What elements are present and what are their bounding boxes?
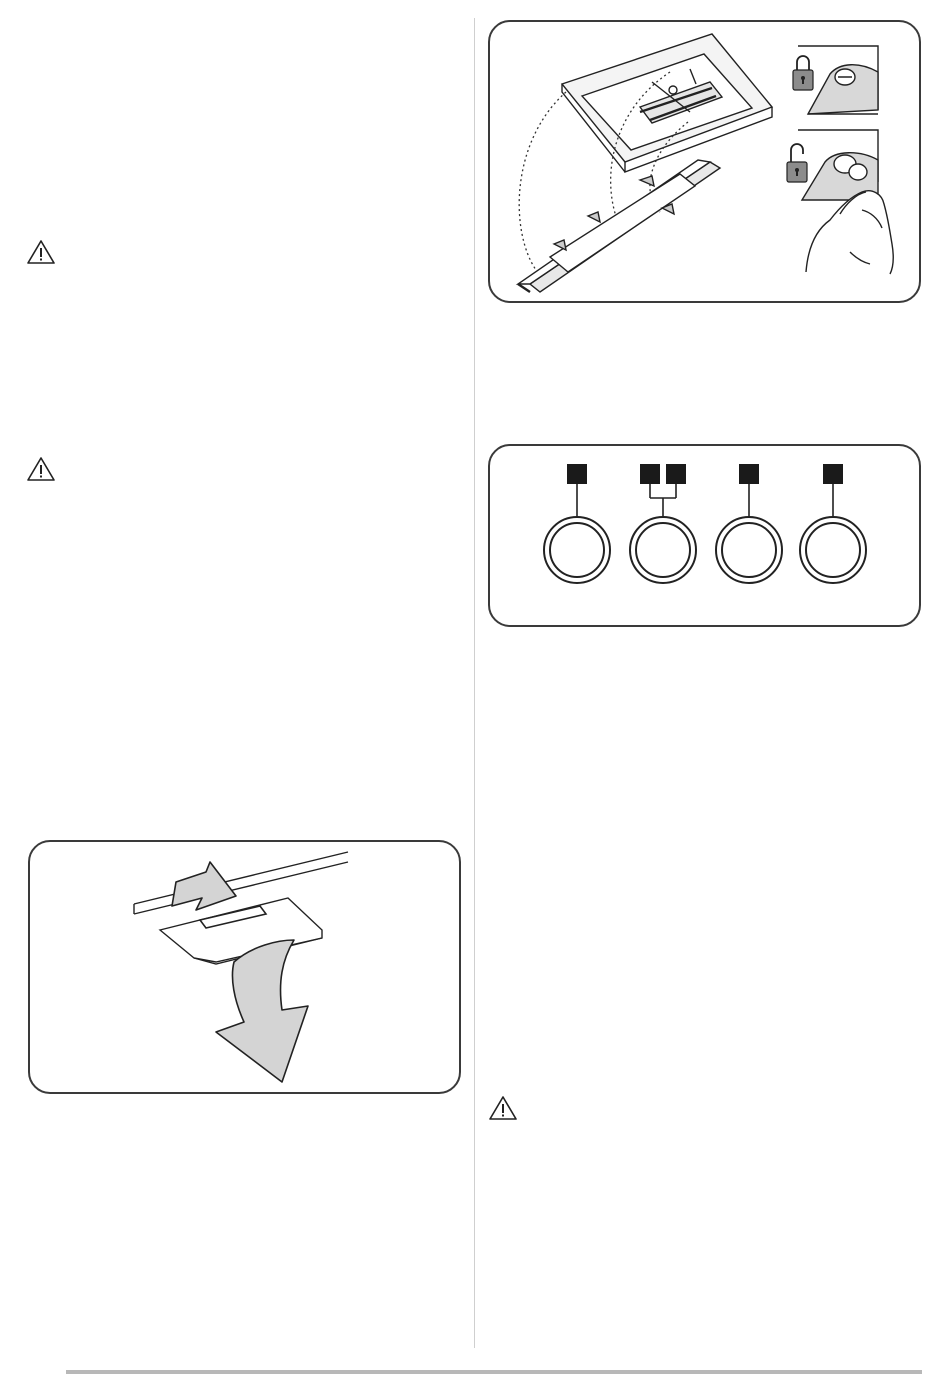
marker-2: [640, 464, 660, 484]
warning-icon: [26, 455, 56, 483]
filter-removal-figure: [488, 20, 921, 303]
warning-icon: [488, 1094, 518, 1122]
control-panel-figure: [488, 444, 921, 627]
lock-detail-open: [798, 130, 878, 200]
release-catch-figure: [28, 840, 461, 1094]
warning-icon: [26, 238, 56, 266]
footer-rule: [66, 1370, 922, 1374]
marker-5: [823, 464, 843, 484]
padlock-closed-icon: [793, 56, 813, 90]
hood-frame-illustration: [562, 34, 772, 172]
column-divider: [474, 18, 475, 1348]
hand-illustration: [806, 191, 893, 274]
marker-1: [567, 464, 587, 484]
press-arrow: [172, 862, 236, 910]
marker-3: [666, 464, 686, 484]
padlock-open-icon: [787, 144, 807, 182]
grease-filter-illustration: [518, 160, 720, 292]
marker-4: [739, 464, 759, 484]
